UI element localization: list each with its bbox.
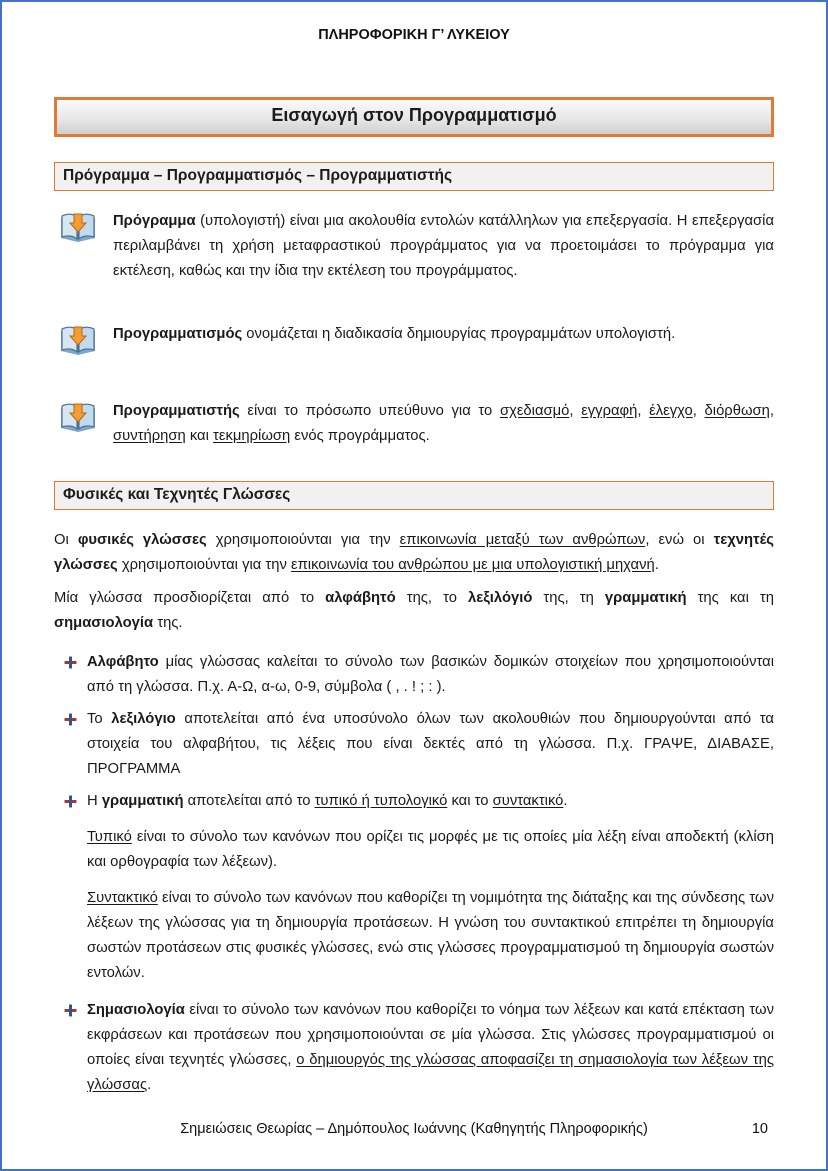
main-title-box — [54, 97, 774, 137]
bullet-text: Αλφάβητο μίας γλώσσας καλείται το σύνολο των βασικών δομικών στοιχείων που χρησιμοποιούνται από τη γλώσσα. Π.χ. Α-Ω, α-ω, 0-9, σύμβολα ( , . ! ; : ). — [87, 654, 774, 695]
bullet-item — [64, 650, 774, 700]
definition-item — [58, 399, 774, 449]
book-icon — [58, 399, 98, 438]
plus-bullet-icon — [64, 998, 77, 1022]
bullet-text: Η γραμματική αποτελείται από το τυπικό ή τυπολογικό και το συντακτικό. — [87, 793, 568, 809]
paragraph: Οι φυσικές γλώσσες χρησιμοποιούνται για την επικοινωνία μεταξύ των ανθρώπων, ενώ οι τεχνητές γλώσσες χρησιμοποιούνται για την επικοινωνία του ανθρώπου με μια υπολογιστική μηχανή. — [54, 532, 774, 573]
page-number: 10 — [751, 1121, 768, 1137]
bullet-text: Σημασιολογία είναι το σύνολο των κανόνων που καθορίζει το νόημα των λέξεων και κατά επέκταση των εκφράσεων και προτάσεων που χρησιμοποιούνται σε μία γλώσσα. Στις γλώσσες προγραμματισμού οι οποίες είναι τεχνητές γλώσσες, ο δημιουργός της γλώσσας αποφασίζει τη σημασιολογία των λέξεων της γλώσσας. — [87, 1002, 774, 1093]
sub-paragraph: Συντακτικό είναι το σύνολο των κανόνων που καθορίζει τη νομιμότητα της διάταξης και της σύνδεσης των λέξεων της γλώσσας για τη δημιουργία προτάσεων. Η γνώση του συντακτικού επιτρέπει τη δημιουργία σωστών προτάσεων στις φυσικές γλώσσες, ενώ στις γλώσσες προγραμματισμού τη δημιουργία σωστών εντολών. — [87, 890, 774, 981]
book-icon — [58, 322, 98, 361]
definition-item — [58, 209, 774, 284]
plus-bullet-icon — [64, 650, 77, 674]
header-title: ΠΛΗΡΟΦΟΡΙΚΗ Γ’ ΛΥΚΕΙΟΥ — [318, 27, 510, 43]
section-heading-label: Φυσικές και Τεχνητές Γλώσσες — [63, 486, 291, 503]
footer-text: Σημειώσεις Θεωρίας – Δημόπουλος Ιωάννης (Καθηγητής Πληροφορικής) — [180, 1121, 648, 1137]
plus-bullet-icon — [64, 789, 77, 813]
page-title: Εισαγωγή στον Προγραμματισμό — [271, 105, 557, 125]
definition-text: Πρόγραμμα (υπολογιστή) είναι μια ακολουθία εντολών κατάλληλων για επεξεργασία. Η επεξεργασία περιλαμβάνει τη χρήση μεταφραστικού προγράμματος για να προετοιμάσει το πρόγραμμα για εκτέλεση, καθώς και την ίδια την εκτέλεση του προγράμματος. — [113, 213, 774, 279]
definition-text: Προγραμματιστής είναι το πρόσωπο υπεύθυνο για το σχεδιασμό, εγγραφή, έλεγχο, διόρθωση, συντήρηση και τεκμηρίωση ενός προγράμματος. — [113, 403, 774, 444]
section-heading-program — [54, 162, 774, 191]
bullet-item — [64, 707, 774, 782]
definition-item — [58, 322, 774, 361]
book-icon — [58, 209, 98, 248]
definition-text: Προγραμματισμός ονομάζεται η διαδικασία δημιουργίας προγραμμάτων υπολογιστή. — [113, 326, 676, 342]
bullet-text: Το λεξιλόγιο αποτελείται από ένα υποσύνολο όλων των ακολουθιών που δημιουργούνται από τα στοιχεία του αλφαβήτου, τις λέξεις που είναι δεκτές από τη γλώσσα. Π.χ. ΓΡΑΨΕ, ΔΙΑΒΑΣΕ, ΠΡΟΓΡΑΜΜΑ — [87, 711, 774, 777]
document-footer — [2, 1121, 826, 1137]
bullet-item — [64, 789, 774, 814]
sub-paragraph: Τυπικό είναι το σύνολο των κανόνων που ορίζει τις μορφές με τις οποίες μία λέξη είναι αποδεκτή (κλίση και ορθογραφία των λέξεων). — [87, 829, 774, 870]
bullet-item — [64, 998, 774, 1098]
paragraph: Μία γλώσσα προσδιορίζεται από το αλφάβητό της, το λεξιλόγιό της, τη γραμματική της και τη σημασιολογία της. — [54, 590, 774, 631]
document-header — [2, 2, 826, 43]
plus-bullet-icon — [64, 707, 77, 731]
section-heading-label: Πρόγραμμα – Προγραμματισμός – Προγραμματιστής — [63, 167, 453, 184]
section-heading-languages — [54, 481, 774, 510]
